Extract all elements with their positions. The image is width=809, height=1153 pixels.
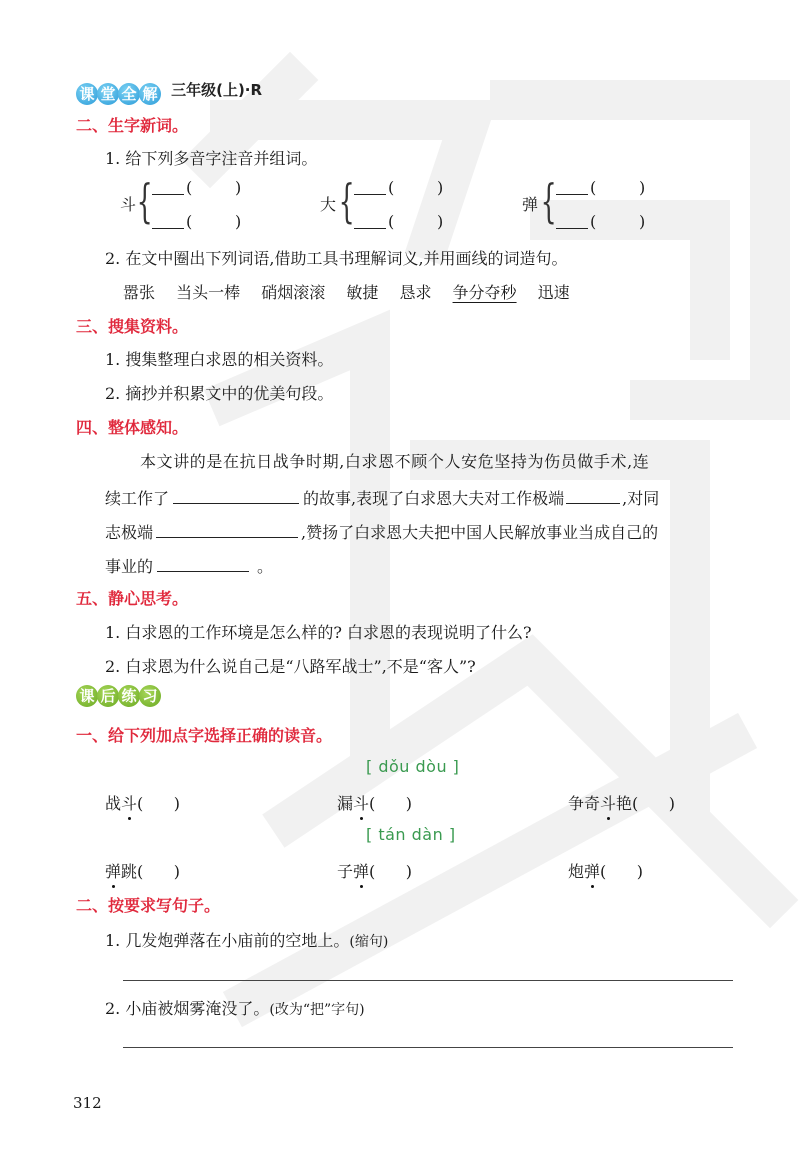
answer-blank[interactable]	[354, 176, 386, 195]
answer-paren[interactable]: ( )	[137, 794, 181, 813]
pinyin-options: [ dǒu dòu ]	[366, 757, 460, 776]
word: 当头一棒	[176, 283, 241, 302]
answer-paren[interactable]: ( )	[632, 794, 676, 813]
polyphone-groups: 斗 { ( ) ( ) 大 { ( ) ( ) 弹 { ( ) ( )	[120, 174, 646, 231]
list-item: 2. 摘抄并积累文中的优美句段。	[105, 384, 334, 403]
answer-line[interactable]	[123, 980, 733, 981]
question-text: 2. 在文中圈出下列词语,借助工具书理解词义,并用画线的词造句。	[105, 249, 568, 268]
question-text: 1. 几发炮弹落在小庙前的空地上。(缩句)	[105, 931, 389, 950]
word-list	[123, 280, 570, 303]
dotted-char: 斗	[600, 794, 617, 813]
answer-paren[interactable]: ( )	[369, 862, 413, 881]
brace-icon: {	[136, 174, 153, 228]
pronunciation-item: 漏斗( )	[337, 794, 413, 813]
section-title: 五、静心思考。	[76, 589, 189, 608]
fill-blank[interactable]	[156, 519, 298, 538]
word: 硝烟滚滚	[261, 283, 326, 302]
pronunciation-item: 弹跳( )	[105, 862, 181, 881]
answer-blank[interactable]	[152, 176, 184, 195]
paragraph-line: 本文讲的是在抗日战争时期,白求恩不顾个人安危坚持为伤员做手术,连	[140, 452, 650, 471]
pronunciation-item: 战斗( )	[105, 794, 181, 813]
fill-blank[interactable]	[157, 553, 249, 572]
answer-paren[interactable]: ( )	[369, 794, 413, 813]
pronunciation-item: 子弹( )	[337, 862, 413, 881]
section-title: 三、搜集资料。	[76, 317, 189, 336]
section-title: 二、生字新词。	[76, 116, 189, 135]
dotted-char: 斗	[121, 794, 138, 813]
answer-blank[interactable]	[152, 210, 184, 229]
word: 嚣张	[123, 283, 156, 302]
brace-icon: {	[540, 174, 557, 228]
question-hint: (缩句)	[349, 934, 389, 950]
section-title: 四、整体感知。	[76, 418, 189, 437]
answer-blank[interactable]	[556, 176, 588, 195]
list-item: 2. 白求恩为什么说自己是“八路军战士”,不是“客人”?	[105, 657, 476, 676]
fill-blank[interactable]	[566, 485, 620, 504]
dotted-char: 弹	[353, 862, 370, 881]
grade-label: 三年级(上)·R	[171, 81, 263, 99]
paragraph-line: 事业的 。	[105, 553, 273, 577]
question-text: 2. 小庙被烟雾淹没了。(改为“把”字句)	[105, 999, 365, 1018]
answer-line[interactable]	[123, 1047, 733, 1048]
answer-paren[interactable]: ( )	[600, 862, 644, 881]
dotted-char: 弹	[584, 862, 601, 881]
page-number: 312	[73, 1094, 102, 1112]
dotted-char: 弹	[105, 862, 122, 881]
section-title: 二、按要求写句子。	[76, 896, 221, 915]
section-title: 一、给下列加点字选择正确的读音。	[76, 726, 333, 745]
pinyin-options: [ tán dàn ]	[366, 825, 456, 844]
fill-blank[interactable]	[173, 485, 299, 504]
answer-blank[interactable]	[556, 210, 588, 229]
question-hint: (改为“把”字句)	[269, 1002, 365, 1018]
paragraph-line: 志极端 ,赞扬了白求恩大夫把中国人民解放事业当成自己的	[105, 519, 658, 543]
page-header	[76, 79, 262, 105]
dotted-char: 斗	[353, 794, 370, 813]
after-class-badge: 课 后 练 习	[76, 685, 160, 707]
list-item: 1. 搜集整理白求恩的相关资料。	[105, 350, 334, 369]
class-badge: 课 堂 全 解	[76, 83, 160, 105]
underlined-word: 争分夺秒	[452, 283, 517, 302]
pronunciation-item: 争奇斗艳( )	[568, 794, 676, 813]
answer-blank[interactable]	[354, 210, 386, 229]
after-class-header	[76, 685, 160, 707]
list-item: 1. 白求恩的工作环境是怎么样的? 白求恩的表现说明了什么?	[105, 623, 532, 642]
word: 迅速	[537, 283, 570, 302]
pronunciation-item: 炮弹( )	[568, 862, 644, 881]
paragraph-line: 续工作了 的故事,表现了白求恩大夫对工作极端 ,对同	[105, 485, 659, 509]
word: 敏捷	[346, 283, 379, 302]
answer-paren[interactable]: ( )	[137, 862, 181, 881]
word: 恳求	[399, 283, 432, 302]
brace-icon: {	[338, 174, 355, 228]
question-text: 1. 给下列多音字注音并组词。	[105, 149, 318, 168]
